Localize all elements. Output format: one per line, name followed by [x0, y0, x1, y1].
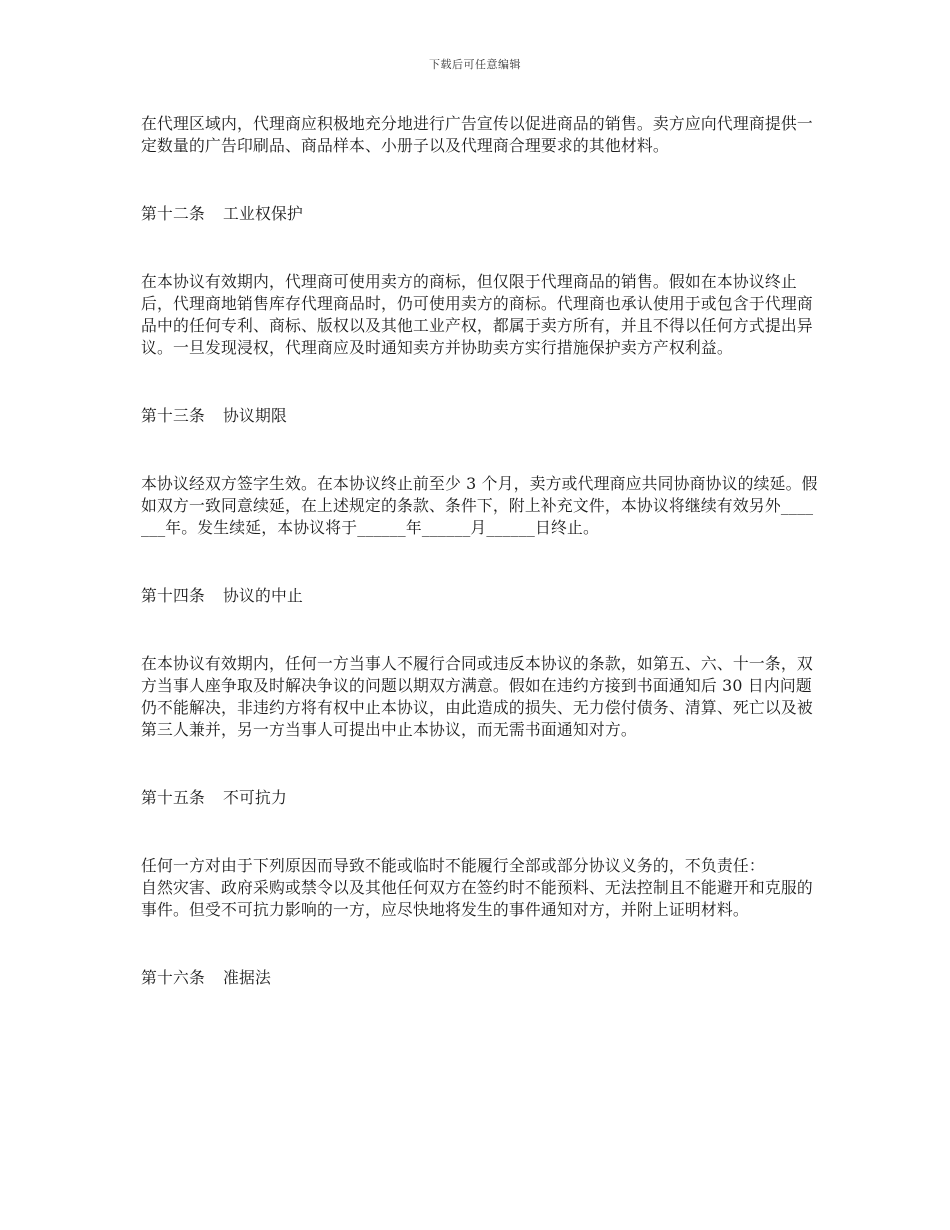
spacer	[141, 809, 821, 855]
article-title: 协议期限	[223, 406, 287, 425]
article-number: 第十二条	[141, 204, 205, 223]
article-title: 工业权保护	[223, 204, 303, 223]
spacer	[141, 157, 821, 203]
article-heading-16	[141, 967, 821, 989]
paragraph-termination: 在本协议有效期内，任何一方当事人不履行合同或违反本协议的条款，如第五、六、十一条，双方当事人座争取及时解决争议的问题以期双方满意。假如在违约方接到书面通知后 30 日内问题仍不能解决，非违约方将有权中止本协议，由此造成的损失、无力偿付债务、清算、死亡以及被第三人兼并，另一方当事人可提出中止本协议，而无需书面通知对方。	[141, 654, 813, 739]
article-title: 协议的中止	[223, 586, 303, 605]
spacer	[141, 225, 821, 271]
spacer	[141, 921, 821, 967]
article-number: 第十四条	[141, 586, 205, 605]
document-body	[141, 113, 821, 989]
spacer	[141, 741, 821, 787]
spacer	[141, 359, 821, 405]
paragraph-force-majeure-intro: 任何一方对由于下列原因而导致不能或临时不能履行全部或部分协议义务的，不负责任：	[141, 856, 765, 875]
article-number: 第十六条	[141, 968, 205, 987]
spacer	[141, 427, 821, 473]
article-heading-15	[141, 787, 821, 809]
paragraph-force-majeure-detail: 自然灾害、政府采购或禁令以及其他任何双方在签约时不能预料、无法控制且不能避开和克服的事件。但受不可抗力影响的一方，应尽快地将发生的事件通知对方，并附上证明材料。	[141, 878, 813, 919]
article-heading-14	[141, 585, 821, 607]
article-title: 准据法	[223, 968, 271, 987]
article-number: 第十五条	[141, 788, 205, 807]
article-heading-13	[141, 405, 821, 427]
article-title: 不可抗力	[223, 788, 287, 807]
paragraph-advertising: 在代理区域内，代理商应积极地充分地进行广告宣传以促进商品的销售。卖方应向代理商提供一定数量的广告印刷品、商品样本、小册子以及代理商合理要求的其他材料。	[141, 114, 813, 155]
spacer	[141, 607, 821, 653]
page-header-note: 下载后可任意编辑	[429, 58, 521, 71]
paragraph-industrial-property: 在本协议有效期内，代理商可使用卖方的商标，但仅限于代理商品的销售。假如在本协议终止后，代理商地销售库存代理商品时，仍可使用卖方的商标。代理商也承认使用于或包含于代理商品中的任何专利、商标、版权以及其他工业产权，都属于卖方所有，并且不得以任何方式提出异议。一旦发现浸权，代理商应及时通知卖方并协助卖方实行措施保护卖方产权利益。	[141, 272, 813, 357]
article-heading-12	[141, 203, 821, 225]
paragraph-term: 本协议经双方签字生效。在本协议终止前至少 3 个月，卖方或代理商应共同协商协议的续延。假如双方一致同意续延，在上述规定的条款、条件下，附上补充文件，本协议将继续有效另外_______年。发生续延，本协议将于______年______月______日终止。	[141, 474, 818, 537]
article-number: 第十三条	[141, 406, 205, 425]
spacer	[141, 539, 821, 585]
